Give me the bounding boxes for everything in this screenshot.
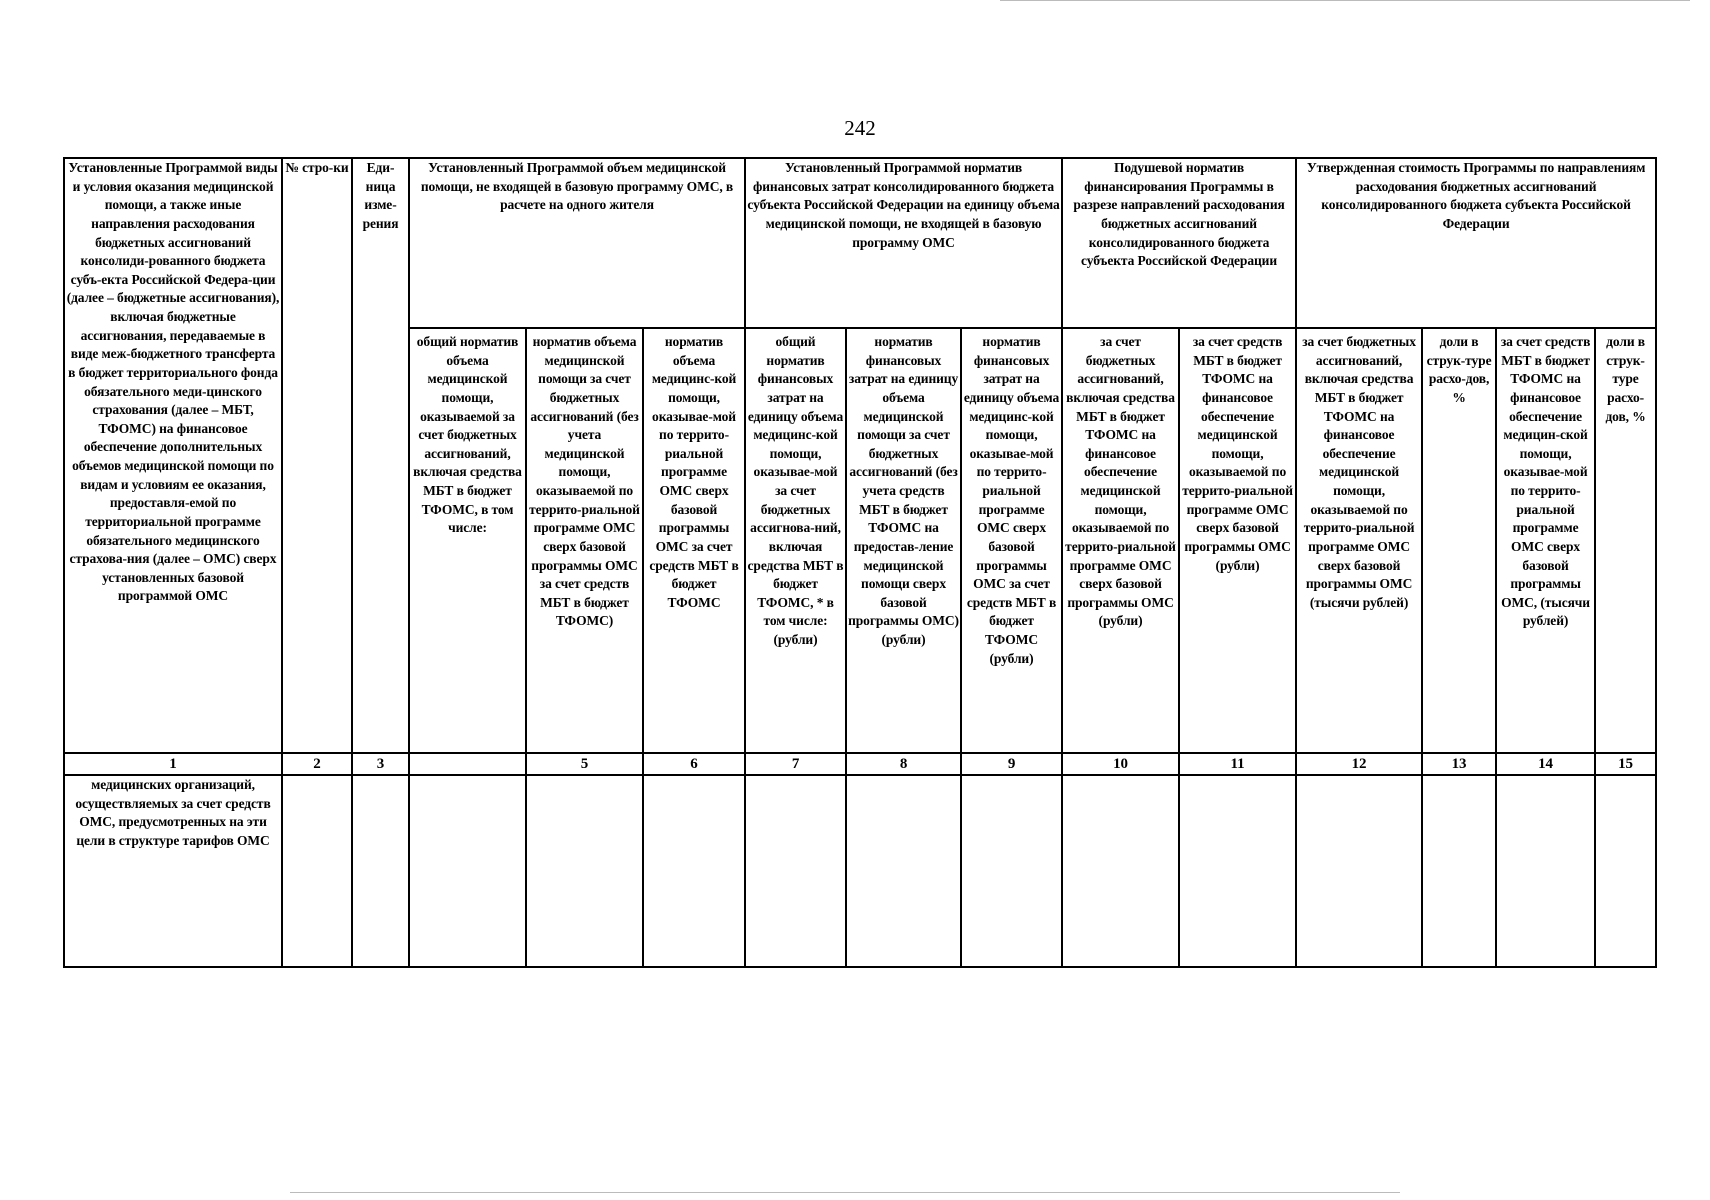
column-number: 6: [643, 753, 745, 775]
subheader-14: за счет средств МБТ в бюджет ТФОМС на финансовое обеспечение медицин-ской помощи, оказывае-мой по террито-риальной программе ОМС сверх базовой программы ОМС, (тысячи рублей): [1496, 328, 1595, 753]
subheader-12: за счет бюджетных ассигнований, включая средства МБТ в бюджет ТФОМС на финансовое обеспечение медицинской помощи, оказываемой по террито-риальной программе ОМС сверх базовой программы ОМС (тысячи рублей): [1296, 328, 1422, 753]
subheader-11: за счет средств МБТ в бюджет ТФОМС на финансовое обеспечение медицинской помощи, оказываемой по террито-риальной программе ОМС сверх базовой программы ОМС (рубли): [1179, 328, 1296, 753]
data-cell: [846, 775, 961, 967]
data-cell: [1062, 775, 1179, 967]
data-cell: [282, 775, 352, 967]
scan-edge-top: [1000, 0, 1690, 1]
column-number: 15: [1595, 753, 1656, 775]
page-number: 242: [844, 116, 876, 140]
header-group-volume: Установленный Программой объем медицинской помощи, не входящей в базовую программу ОМС, в расчете на одного жителя: [409, 158, 745, 328]
column-number: 2: [282, 753, 352, 775]
subheader-5: норматив объема медицинской помощи за счет бюджетных ассигнований (без учета медицинской помощи, оказываемой по террито-риальной программе ОМС сверх базовой программы ОМС за счет средств МБТ в бюджет ТФОМС): [526, 328, 643, 753]
column-number: 10: [1062, 753, 1179, 775]
data-cell: [1179, 775, 1296, 967]
data-cell: [409, 775, 526, 967]
column-number: 7: [745, 753, 846, 775]
subheader-9: норматив финансовых затрат на единицу объема медицинс-кой помощи, оказывае-мой по террито-риальной программе ОМС сверх базовой программы ОМС за счет средств МБТ в бюджет ТФОМС (рубли): [961, 328, 1062, 753]
data-cell: [1496, 775, 1595, 967]
data-cell: [526, 775, 643, 967]
data-cell: [352, 775, 409, 967]
data-cell: [745, 775, 846, 967]
header-row-number: № стро-ки: [282, 158, 352, 753]
column-number: 3: [352, 753, 409, 775]
subheader-4: общий норматив объема медицинской помощи, оказываемой за счет бюджетных ассигнований, включая средства МБТ в бюджет ТФОМС, в том числе:: [409, 328, 526, 753]
subheader-7: общий норматив финансовых затрат на единицу объема медицинс-кой помощи, оказывае-мой за счет бюджетных ассигнова-ний, включая средства МБТ в бюджет ТФОМС, * в том числе: (рубли): [745, 328, 846, 753]
subheader-8: норматив финансовых затрат на единицу объема медицинской помощи за счет бюджетных ассигнований (без учета средств МБТ в бюджет ТФОМС на предостав-ление медицинской помощи сверх базовой программы ОМС) (рубли): [846, 328, 961, 753]
header-unit: Еди-ница изме-рения: [352, 158, 409, 753]
data-cell: [1422, 775, 1496, 967]
subheader-13: доли в струк-туре расхо-дов, %: [1422, 328, 1496, 753]
data-cell: [1595, 775, 1656, 967]
data-cell: [1296, 775, 1422, 967]
column-number: 14: [1496, 753, 1595, 775]
header-group-cost-norm: Установленный Программой норматив финансовых затрат консолидированного бюджета субъекта Российской Федерации на единицу объема медицинской помощи, не входящей в базовую программу ОМС: [745, 158, 1062, 328]
expense-table: [63, 157, 1657, 968]
data-cell: [643, 775, 745, 967]
subheader-6: норматив объема медицинс-кой помощи, оказывае-мой по террито-риальной программе ОМС сверх базовой программы ОМС за счет средств МБТ в бюджет ТФОМС: [643, 328, 745, 753]
column-number: 12: [1296, 753, 1422, 775]
header-group-per-capita: Подушевой норматив финансирования Программы в разрезе направлений расходования бюджетных ассигнований консолидированного бюджета субъекта Российской Федерации: [1062, 158, 1296, 328]
column-number: 5: [526, 753, 643, 775]
column-number: 8: [846, 753, 961, 775]
data-cell: [961, 775, 1062, 967]
column-number: [409, 753, 526, 775]
subheader-10: за счет бюджетных ассигнований, включая средства МБТ в бюджет ТФОМС на финансовое обеспечение медицинской помощи, оказываемой по террито-риальной программе ОМС сверх базовой программы ОМС (рубли): [1062, 328, 1179, 753]
data-row-label: медицинских организаций, осуществляемых за счет средств ОМС, предусмотренных на эти цели в структуре тарифов ОМС: [64, 775, 282, 967]
header-group-program-cost: Утвержденная стоимость Программы по направлениям расходования бюджетных ассигнований консолидированного бюджета субъекта Российской Федерации: [1296, 158, 1656, 328]
scan-edge-bottom: [290, 1192, 1400, 1193]
header-service-types: Установленные Программой виды и условия оказания медицинской помощи, а также иные направления расходования бюджетных ассигнований консолиди-рованного бюджета субъ-екта Российской Федера-ции (далее – бюджетные ассигнования), включая бюджетные ассигнования, передаваемые в виде меж-бюджетного трансферта в бюджет территориального фонда обязательного меди-цинского страхования (далее – МБТ, ТФОМС) на финансовое обеспечение дополнительных объемов медицинской помощи по видам и условиям ее оказания, предоставля-емой по территориальной программе обязательного медицинского страхова-ния (далее – ОМС) сверх установленных базовой программой ОМС: [64, 158, 282, 753]
column-number: 13: [1422, 753, 1496, 775]
column-number: 11: [1179, 753, 1296, 775]
column-number: 1: [64, 753, 282, 775]
column-number: 9: [961, 753, 1062, 775]
subheader-15: доли в струк-туре расхо-дов, %: [1595, 328, 1656, 753]
